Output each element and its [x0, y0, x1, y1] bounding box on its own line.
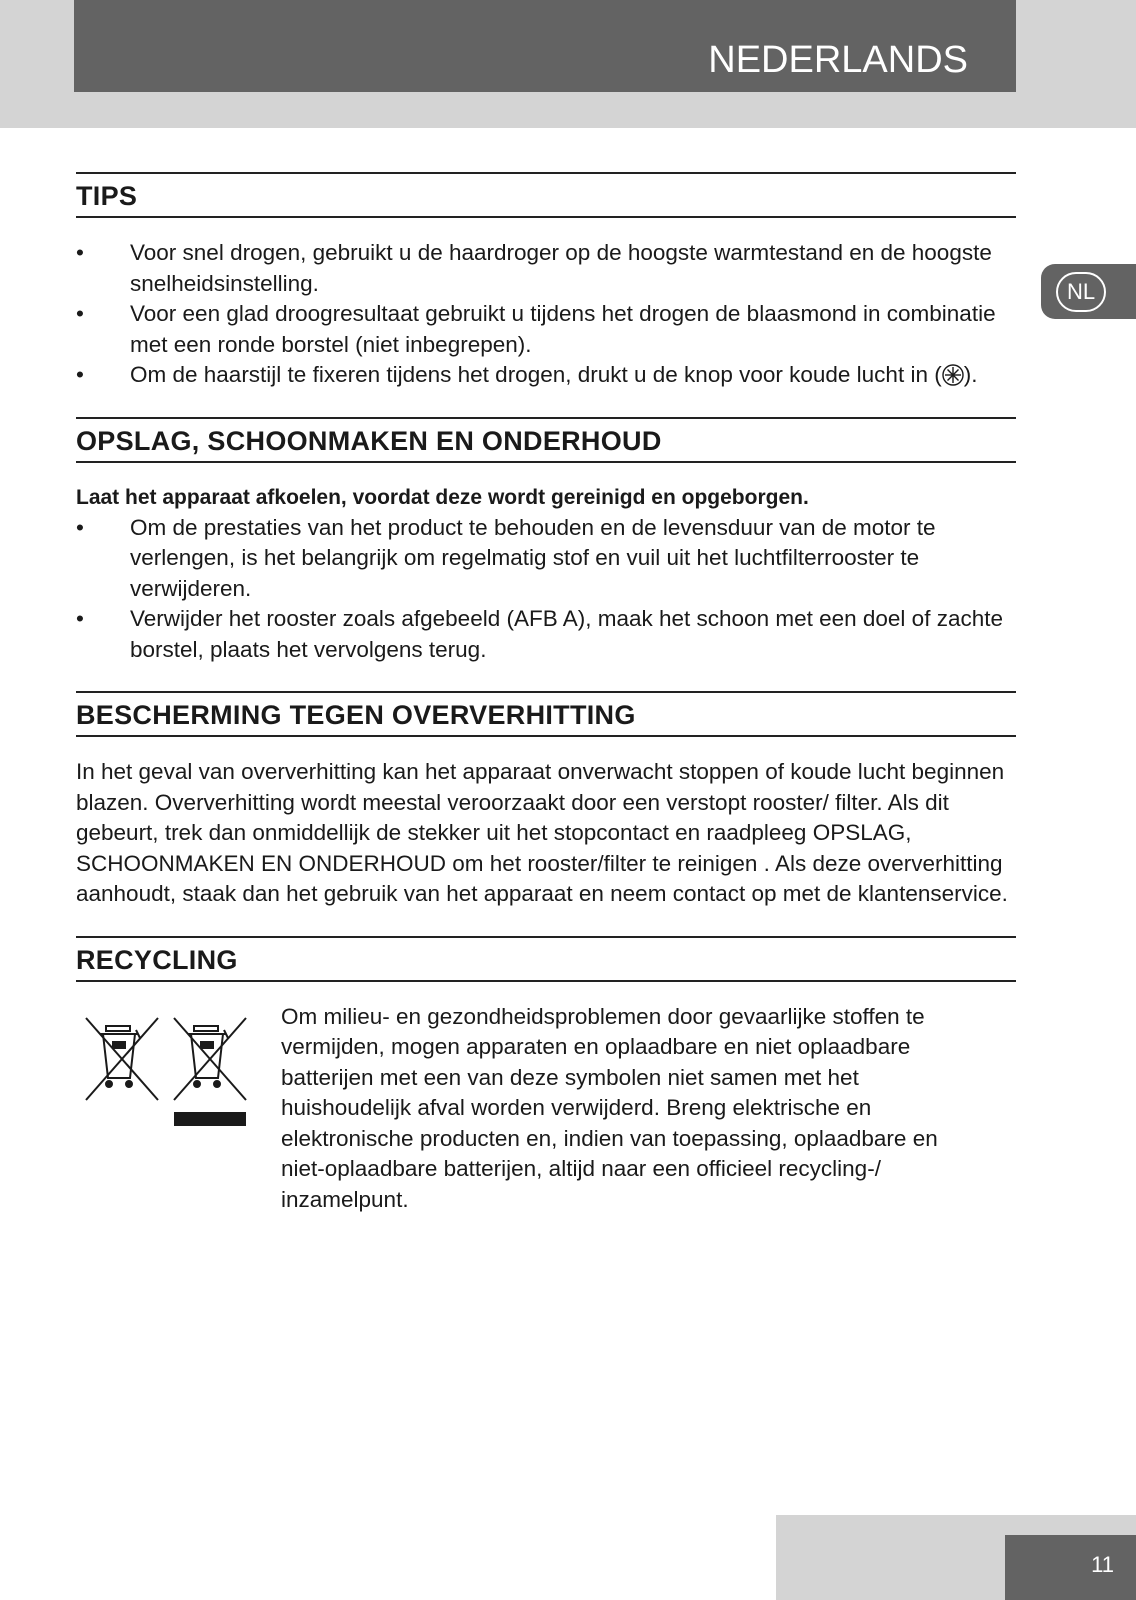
- page-content: [76, 172, 1016, 1241]
- bullet: •: [76, 606, 84, 631]
- bullet: •: [76, 362, 84, 387]
- language-code: NL: [1056, 272, 1106, 312]
- storage-section: [76, 417, 1016, 666]
- recycling-heading: RECYCLING: [76, 936, 1016, 982]
- recycling-row: [76, 1002, 1016, 1216]
- bullet: •: [76, 514, 84, 540]
- storage-heading: OPSLAG, SCHOONMAKEN EN ONDERHOUD: [76, 417, 1016, 463]
- list-item-text: Verwijder het rooster zoals afgebeeld (AFB A), maak het schoon met een doel of zachte borstel, plaats het vervolgens terug.: [130, 606, 1003, 662]
- list-item-suffix: ).: [963, 362, 978, 387]
- list-item: [76, 513, 1016, 605]
- recycling-icons: [76, 1012, 281, 1216]
- crossed-bin-icon: [76, 1012, 256, 1130]
- list-item-text: Voor een glad droogresultaat gebruikt u tijdens het drogen de blaasmond in combinatie met een ronde borstel (niet inbegrepen).: [130, 301, 996, 357]
- bullet: •: [76, 301, 84, 326]
- crossed-bin-bar-icon: [174, 1112, 246, 1126]
- recycling-text: Om milieu- en gezondheidsproblemen door gevaarlijke stoffen te vermijden, mogen apparaten en oplaadbare en niet oplaadbare batterijen met een van deze symbolen niet samen met het huishoudelijk afval worden verwijderd. Breng elektrische en elektronische producten en, indien van toepassing, oplaadbare en niet-oplaadbare batterijen, altijd naar een officieel recycling-/ inzamelpunt.: [281, 1003, 938, 1212]
- list-item: [76, 360, 1016, 391]
- overheat-text: In het geval van oververhitting kan het apparaat onverwacht stoppen of koude lucht beginnen blazen. Oververhitting wordt meestal veroorzaakt door een verstopt rooster/ filter. Als dit gebeurt, trek dan onmiddellijk de stekker uit het stopcontact en raadpleeg OPSLAG, SCHOONMAKEN EN ONDERHOUD om het rooster/filter te reinigen . Als deze oververhitting aanhoudt, staak dan het gebruik van het apparaat en neem contact op met de klantenservice.: [76, 759, 1008, 906]
- page-number-box: [1005, 1535, 1136, 1600]
- page-number: 11: [1091, 1552, 1114, 1577]
- overheat-section: [76, 691, 1016, 910]
- storage-intro: Laat het apparaat afkoelen, voordat deze wordt gereinigd en opgeborgen.: [76, 485, 809, 509]
- list-item-text: Voor snel drogen, gebruikt u de haardroger op de hoogste warmtestand en de hoogste snelheidsinstelling.: [130, 240, 992, 296]
- bullet: •: [76, 240, 84, 265]
- tips-section: [76, 172, 1016, 391]
- overheat-heading: BESCHERMING TEGEN OVERVERHITTING: [76, 691, 1016, 737]
- cold-shot-icon: [942, 364, 964, 386]
- tips-list: [76, 238, 1016, 391]
- list-item: [76, 299, 1016, 360]
- header-bar: [74, 0, 1016, 92]
- language-tab: [1041, 264, 1136, 319]
- list-item-text: Om de prestaties van het product te behouden en de levensduur van de motor te verlengen, is het belangrijk om regelmatig stof en vuil uit het luchtfilterrooster te verwijderen.: [130, 514, 936, 601]
- recycling-section: [76, 936, 1016, 1216]
- list-item: [76, 238, 1016, 299]
- tips-heading: TIPS: [76, 172, 1016, 218]
- list-item-text: Om de haarstijl te fixeren tijdens het drogen, drukt u de knop voor koude lucht in (: [130, 362, 942, 387]
- storage-list: [76, 513, 1016, 666]
- list-item: [76, 604, 1016, 665]
- language-title: NEDERLANDS: [708, 39, 968, 81]
